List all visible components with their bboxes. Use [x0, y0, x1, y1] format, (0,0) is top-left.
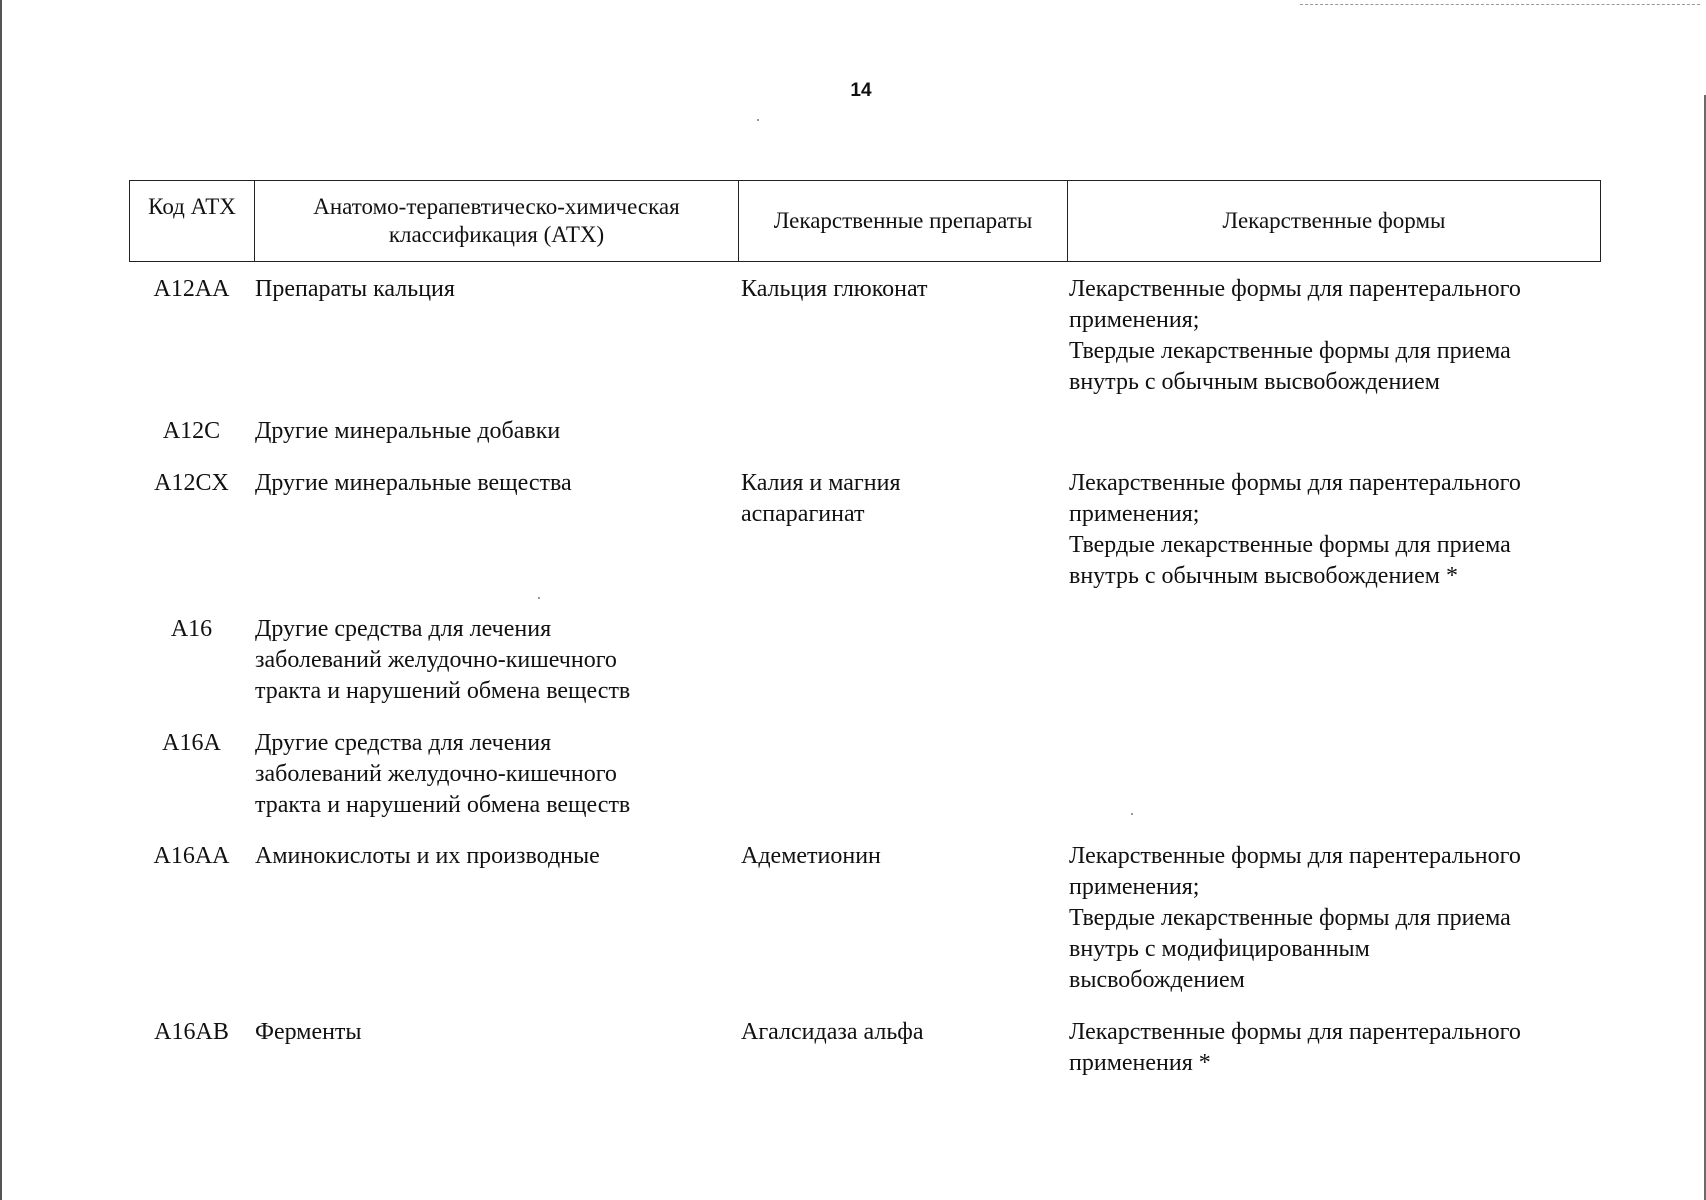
- cell-atc-class-line: Другие минеральные добавки: [255, 418, 561, 444]
- cell-forms-line: Лекарственные формы для парентерального: [1069, 470, 1521, 496]
- cell-atc-class-line: Другие минеральные вещества: [255, 470, 572, 496]
- page-number: 14: [850, 80, 872, 101]
- cell-code: A16: [170, 616, 213, 642]
- header-atc-line: классификация (АТХ): [388, 222, 605, 247]
- cell-forms-line: применения;: [1069, 501, 1200, 527]
- header-drugs: Лекарственные препараты: [739, 181, 1068, 261]
- cell-atc-class-line: тракта и нарушений обмена веществ: [255, 792, 631, 818]
- cell-code: A12CX: [154, 470, 229, 496]
- cell-drug: [741, 274, 1061, 305]
- cell-forms-line: Твердые лекарственные формы для приема: [1069, 905, 1511, 931]
- cell-forms: [1069, 1017, 1599, 1079]
- cell-atc-class-line: Другие средства для лечения: [255, 616, 552, 642]
- cell-drug-line: Агалсидаза альфа: [741, 1019, 924, 1045]
- cell-atc-class: [255, 1017, 735, 1048]
- cell-forms-line: Твердые лекарственные формы для приема: [1069, 338, 1511, 364]
- cell-atc-class-line: Препараты кальция: [255, 276, 455, 302]
- scan-speck: [1131, 813, 1133, 815]
- cell-forms-line: внутрь с обычным высвобождением: [1069, 369, 1440, 395]
- scan-speck: [757, 119, 759, 121]
- cell-forms: [1069, 468, 1599, 592]
- cell-code: A16AA: [153, 843, 230, 869]
- header-atc-line: Анатомо-терапевтическо-химическая: [313, 194, 680, 219]
- cell-forms-line: Твердые лекарственные формы для приема: [1069, 532, 1511, 558]
- cell-drug: [741, 841, 1061, 872]
- cell-forms-line: внутрь с обычным высвобождением *: [1069, 563, 1458, 589]
- cell-atc-class: [255, 728, 735, 821]
- cell-code: A16A: [162, 730, 221, 756]
- cell-forms: [1069, 841, 1599, 996]
- cell-drug-line: Калия и магния: [741, 470, 901, 496]
- cell-atc-class: [255, 614, 735, 707]
- cell-atc-class: [255, 468, 735, 499]
- cell-atc-class-line: заболеваний желудочно-кишечного: [255, 647, 617, 673]
- cell-forms-line: применения;: [1069, 874, 1200, 900]
- cell-code: A12C: [162, 418, 221, 444]
- cell-forms-line: применения *: [1069, 1050, 1211, 1076]
- cell-drug: [741, 1017, 1061, 1048]
- header-code: Код АТХ: [130, 181, 255, 261]
- cell-forms-line: внутрь с модифицированным: [1069, 936, 1370, 962]
- cell-atc-class-line: заболеваний желудочно-кишечного: [255, 761, 617, 787]
- cell-atc-class-line: Аминокислоты и их производные: [255, 843, 600, 869]
- cell-drug-line: Адеметионин: [741, 843, 881, 869]
- cell-forms-line: Лекарственные формы для парентерального: [1069, 843, 1521, 869]
- cell-atc-class-line: тракта и нарушений обмена веществ: [255, 678, 631, 704]
- cell-code: A16AB: [154, 1019, 229, 1045]
- cell-atc-class-line: Другие средства для лечения: [255, 730, 552, 756]
- cell-forms-line: применения;: [1069, 307, 1200, 333]
- cell-forms-line: Лекарственные формы для парентерального: [1069, 276, 1521, 302]
- cell-atc-class: [255, 416, 735, 447]
- cell-code: A12AA: [153, 276, 230, 302]
- header-forms: Лекарственные формы: [1222, 208, 1446, 233]
- cell-drug-line: аспарагинат: [741, 501, 865, 527]
- cell-drug: [741, 468, 1061, 530]
- cell-forms-line: высвобождением: [1069, 967, 1245, 993]
- scan-speck: [538, 597, 540, 599]
- cell-atc-class-line: Ферменты: [255, 1019, 362, 1045]
- cell-drug-line: Кальция глюконат: [741, 276, 928, 302]
- scan-edge-left: [0, 0, 2, 1200]
- table-header: [129, 180, 1601, 262]
- header-atc-classification: [255, 181, 739, 261]
- cell-atc-class: [255, 841, 735, 872]
- scan-edge-top: [1300, 4, 1700, 6]
- cell-atc-class: [255, 274, 735, 305]
- cell-forms-line: Лекарственные формы для парентерального: [1069, 1019, 1521, 1045]
- cell-forms: [1069, 274, 1599, 398]
